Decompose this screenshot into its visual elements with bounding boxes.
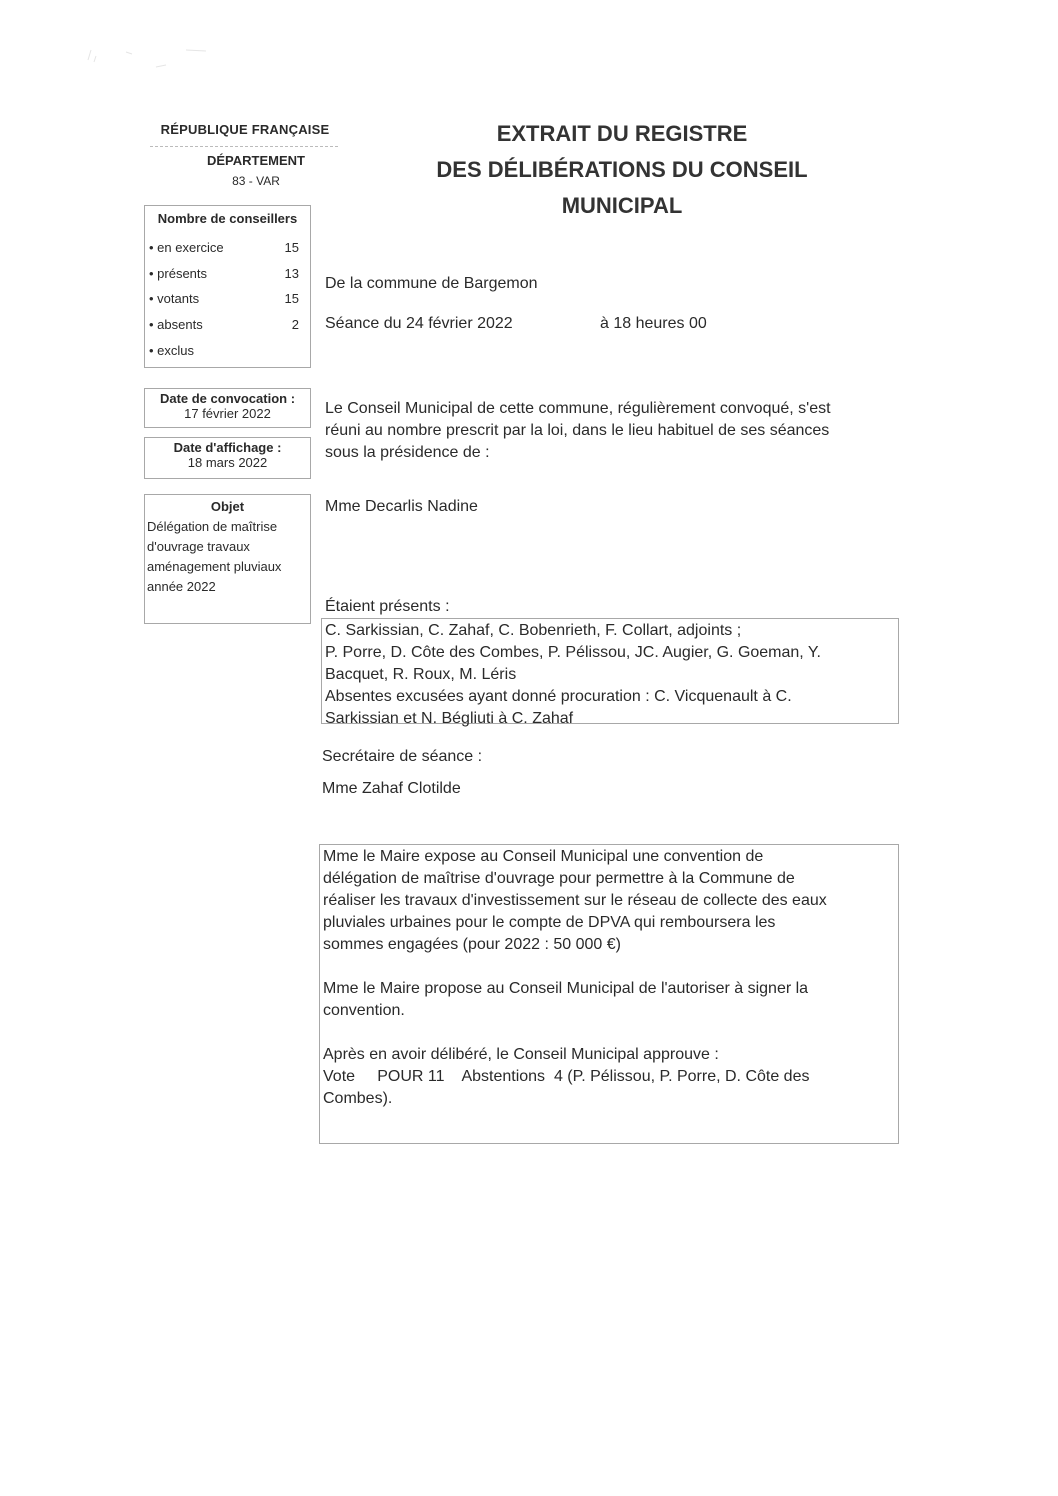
deliberation-line: délégation de maîtrise d'ouvrage pour permettre à la Commune de <box>323 870 795 887</box>
objet-line: aménagement pluviaux <box>147 559 282 574</box>
presents-line: Absentes excusées ayant donné procuration : C. Vicquenault à C. <box>325 688 792 705</box>
councillor-row-exclus <box>149 343 299 358</box>
deliberation-line: Mme le Maire propose au Conseil Municipal de l'autoriser à signer la <box>323 980 809 997</box>
affichage-label: Date d'affichage : <box>173 440 282 455</box>
councillor-row-presents <box>149 266 299 281</box>
vote-line: Vote POUR 11 Abstentions 4 (P. Pélissou, P. Porre, D. Côte des <box>323 1068 810 1085</box>
deliberation-line: Combes). <box>323 1090 393 1107</box>
affichage-box <box>144 437 311 479</box>
divider <box>150 146 338 147</box>
objet-line: Délégation de maîtrise <box>147 519 278 534</box>
councillors-heading: Nombre de conseillers <box>157 211 298 226</box>
row-value: 15 <box>284 291 299 306</box>
objet-line: d'ouvrage travaux <box>147 539 250 554</box>
objet-label: Objet <box>210 499 245 514</box>
paragraph-gap <box>323 1022 898 1044</box>
objet-box <box>144 494 311 624</box>
seance-time: à 18 heures 00 <box>600 315 707 332</box>
objet-line: année 2022 <box>147 579 216 594</box>
intro-line: réuni au nombre prescrit par la loi, dans le lieu habituel de ses séances <box>325 422 830 439</box>
convocation-label: Date de convocation : <box>159 391 296 406</box>
row-label: • exclus <box>149 343 195 358</box>
title-line-1: EXTRAIT DU REGISTRE <box>496 121 748 146</box>
department-value: 83 - VAR <box>232 174 280 188</box>
presents-line: C. Sarkissian, C. Zahaf, C. Bobenrieth, F. Collart, adjoints ; <box>325 622 742 639</box>
presents-line: Bacquet, R. Roux, M. Léris <box>325 666 517 683</box>
secretary-name: Mme Zahaf Clotilde <box>322 780 461 797</box>
deliberation-line: Après en avoir délibéré, le Conseil Municipal approuve : <box>323 1046 719 1063</box>
councillor-row-absents <box>149 317 299 332</box>
document-title <box>392 116 852 224</box>
intro-paragraph <box>325 398 885 464</box>
councillor-row-en-exercice <box>149 240 299 255</box>
row-label: • en exercice <box>149 240 224 255</box>
councillor-row-votants <box>149 291 299 306</box>
secretary-label: Secrétaire de séance : <box>322 748 483 765</box>
convocation-date: 17 février 2022 <box>184 406 271 421</box>
republic-label: RÉPUBLIQUE FRANÇAISE <box>160 122 330 137</box>
paragraph-gap <box>323 956 898 978</box>
presents-box <box>321 618 899 727</box>
department-label: DÉPARTEMENT <box>207 153 305 168</box>
affichage-date: 18 mars 2022 <box>187 455 268 470</box>
deliberation-line: réaliser les travaux d'investissement sur le réseau de collecte des eaux <box>323 892 827 909</box>
row-label: • absents <box>149 317 203 332</box>
presents-line: Sarkissian et N. Bégliuti à C. Zahaf <box>325 710 574 727</box>
deliberation-line: sommes engagées (pour 2022 : 50 000 €) <box>323 936 621 953</box>
deliberation-box <box>319 844 899 1144</box>
commune-line: De la commune de Bargemon <box>325 275 538 292</box>
convocation-box <box>144 388 311 428</box>
seance-date: Séance du 24 février 2022 <box>325 315 513 332</box>
row-value: 13 <box>284 266 299 281</box>
row-value: 15 <box>284 240 299 255</box>
president-name: Mme Decarlis Nadine <box>325 498 478 515</box>
councillors-box <box>144 205 311 368</box>
deliberation-line: Mme le Maire expose au Conseil Municipal une convention de <box>323 848 764 865</box>
row-label: • présents <box>149 266 208 281</box>
row-label: • votants <box>149 291 200 306</box>
scan-artifact <box>86 42 226 82</box>
presents-line: P. Porre, D. Côte des Combes, P. Pélissou, JC. Augier, G. Goeman, Y. <box>325 644 821 661</box>
deliberation-line: convention. <box>323 1002 405 1019</box>
presents-label: Étaient présents : <box>325 598 450 615</box>
row-value: 2 <box>291 317 299 332</box>
intro-line: Le Conseil Municipal de cette commune, régulièrement convoqué, s'est <box>325 400 831 417</box>
deliberation-line: pluviales urbaines pour le compte de DPVA qui remboursera les <box>323 914 776 931</box>
intro-line: sous la présidence de : <box>325 444 490 461</box>
title-line-2: DES DÉLIBÉRATIONS DU CONSEIL <box>436 157 808 182</box>
title-line-3: MUNICIPAL <box>561 193 683 218</box>
